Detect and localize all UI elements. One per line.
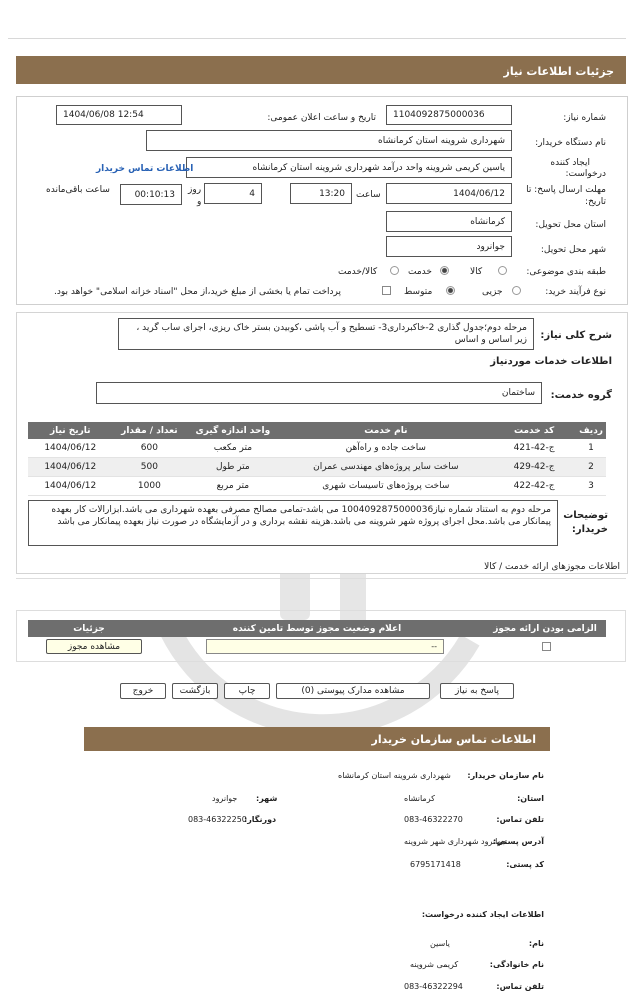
category-radio-goods[interactable] (498, 266, 507, 275)
permits-table (28, 620, 606, 637)
cell-name: ساخت سایر پروژه‌های مهندسی عمران (280, 458, 493, 477)
creator-info-title: اطلاعات ایجاد کننده درخواست: (421, 910, 544, 919)
reply-button[interactable]: پاسخ به نیاز (440, 683, 514, 699)
treasury-checkbox[interactable] (382, 286, 391, 295)
cell-date: 1404/06/12 (28, 477, 113, 496)
contact-address-value: جوانرود شهرداری شهر شروینه (404, 837, 507, 846)
cell-code: ج-42-429 (492, 458, 576, 477)
time-remaining-label: ساعت باقی‌مانده (46, 185, 110, 195)
cell-row: 3 (576, 477, 606, 496)
col-name-header: نام خدمت (280, 422, 493, 439)
top-divider (8, 38, 626, 39)
creator-label-2: درخواست: (565, 169, 606, 179)
contact-province-value: کرمانشاه (404, 794, 435, 803)
col-row-header: ردیف (576, 422, 606, 439)
creator-family-label: نام خانوادگی: (489, 960, 544, 969)
table-row (28, 458, 606, 477)
permits-title: اطلاعات مجوزهای ارائه خدمت / کالا (484, 562, 620, 572)
category-label: طبقه بندی موضوعی: (526, 267, 606, 277)
service-group-field: ساختمان (96, 382, 542, 404)
contact-fax-label: دورنگار: (244, 815, 277, 824)
purchase-type-label: نوع فرآیند خرید: (545, 287, 606, 297)
days-remaining-field: 4 (204, 183, 262, 204)
category-option-both: کالا/خدمت (338, 267, 378, 277)
contact-phone-label: تلفن تماس: (496, 815, 544, 824)
col-unit-header: واحد اندازه گیری (186, 422, 279, 439)
purchase-radio-medium[interactable] (446, 286, 455, 295)
contact-title: اطلاعات تماس سازمان خریدار (371, 733, 536, 746)
cell-row: 1 (576, 439, 606, 458)
permits-divider (16, 578, 626, 579)
buyer-notes-label-1: توضیحات (563, 510, 608, 521)
contact-phone-value: 083-46322270 (404, 815, 463, 824)
city-label: شهر محل تحویل: (540, 245, 606, 255)
creator-name-value: یاسین (430, 939, 450, 948)
buyer-notes-field: مرحله دوم به استناد شماره نیاز1004092875000036 می باشد-تمامی مصالح مصرفی بعهده شهرداری می باشد.ابزارالات کار بعهده پیمانکار می باشد.محل اجرای پروژه شهر شروینه می باشد.هزینه نقشه برداری و در آزمایشگاه در صورت نیاز بعهده پیمانکار می باشد (28, 500, 558, 546)
deadline-label-2: تاریخ: (585, 197, 606, 207)
services-title: اطلاعات خدمات موردنیاز (490, 356, 612, 367)
contact-city-value: جوانرود (212, 794, 238, 803)
category-option-service: خدمت (408, 267, 432, 277)
service-group-label: گروه خدمت: (550, 390, 612, 401)
creator-label-1: ایجاد کننده (550, 158, 590, 168)
contact-org-label: نام سازمان خریدار: (467, 771, 544, 780)
province-field: کرمانشاه (386, 211, 512, 232)
col-date-header: تاریخ نیاز (28, 422, 113, 439)
back-button[interactable]: بازگشت (172, 683, 218, 699)
cell-row: 2 (576, 458, 606, 477)
category-radio-service[interactable] (440, 266, 449, 275)
announce-field: 1404/06/08 12:54 (56, 105, 182, 125)
category-radio-both[interactable] (390, 266, 399, 275)
buyer-org-field: شهرداری شروینه استان کرمانشاه (146, 130, 512, 151)
need-number-field: 1104092875000036 (386, 105, 512, 125)
cell-name: ساخت پروژه‌های تاسیسات شهری (280, 477, 493, 496)
cell-qty: 600 (113, 439, 187, 458)
table-row (28, 477, 606, 496)
days-label: روز (188, 185, 202, 195)
contact-address-label: آدرس پستی: (493, 837, 544, 846)
deadline-time-label: ساعت (356, 190, 381, 200)
and-label: و (197, 197, 202, 207)
page-header (16, 56, 626, 84)
cell-code: ج-42-421 (492, 439, 576, 458)
contact-postal-value: 6795171418 (410, 860, 461, 869)
services-table (28, 422, 606, 496)
description-label: شرح کلی نیاز: (540, 330, 612, 341)
creator-name-label: نام: (528, 939, 544, 948)
permit-status-header: اعلام وضعیت مجوز توسط تامین کننده (150, 620, 484, 637)
city-field: جوانرود (386, 236, 512, 257)
announce-label: تاریخ و ساعت اعلان عمومی: (267, 113, 376, 123)
cell-unit: متر مکعب (186, 439, 279, 458)
contact-city-label: شهر: (256, 794, 278, 803)
cell-code: ج-42-422 (492, 477, 576, 496)
permit-required-checkbox (542, 642, 551, 651)
creator-phone-value: 083-46322294 (404, 982, 463, 991)
page-title: جزئیات اطلاعات نیاز (503, 65, 614, 78)
buyer-notes-label-2: خریدار: (571, 524, 608, 535)
contact-fax-value: 083-46322250 (188, 815, 247, 824)
treasury-note: پرداخت تمام یا بخشی از مبلغ خرید،از محل "اسناد خزانه اسلامی" خواهد بود. (54, 287, 342, 297)
need-number-label: شماره نیاز: (563, 113, 606, 123)
cell-qty: 500 (113, 458, 187, 477)
cell-date: 1404/06/12 (28, 458, 113, 477)
contact-org-value: شهرداری شروینه استان کرمانشاه (338, 771, 451, 780)
contact-header (84, 727, 550, 751)
permit-details-header: جزئیات (28, 620, 150, 637)
creator-family-value: کریمی شروینه (410, 960, 459, 969)
time-remaining-field: 00:10:13 (120, 184, 182, 205)
cell-name: ساخت جاده و راه‌آهن (280, 439, 493, 458)
creator-field: یاسین کریمی شروینه واحد درآمد شهرداری شروینه استان کرمانشاه (186, 157, 512, 178)
cell-date: 1404/06/12 (28, 439, 113, 458)
col-qty-header: تعداد / مقدار (113, 422, 187, 439)
cell-qty: 1000 (113, 477, 187, 496)
permit-status-field: -- (206, 639, 444, 654)
category-option-goods: کالا (470, 267, 483, 277)
purchase-radio-minor[interactable] (512, 286, 521, 295)
purchase-option-minor: جزیی (482, 287, 503, 297)
col-code-header: کد خدمت (492, 422, 576, 439)
view-permit-button[interactable]: مشاهده مجوز (46, 639, 142, 654)
creator-phone-label: تلفن تماس: (496, 982, 544, 991)
permit-required-header: الزامی بودن ارائه مجوز (484, 620, 606, 637)
contact-province-label: استان: (517, 794, 544, 803)
view-attachments-button[interactable]: مشاهده مدارک پیوستی (0) (276, 683, 430, 699)
cell-unit: متر طول (186, 458, 279, 477)
deadline-label-1: مهلت ارسال پاسخ: تا (526, 185, 606, 195)
exit-button[interactable]: خروج (120, 683, 166, 699)
print-button[interactable]: چاپ (224, 683, 270, 699)
table-row (28, 439, 606, 458)
deadline-time-field: 13:20 (290, 183, 352, 204)
description-field: مرحله دوم؛جدول گذاری 2-خاکبرداری3- تسطیح و آب پاشی ،کوبیدن بستر خاک ریزی، اجرای ساب گرید ، زیر اساس و اساس (118, 318, 534, 350)
contact-postal-label: کد پستی: (506, 860, 544, 869)
purchase-option-medium: متوسط (404, 287, 433, 297)
cell-unit: متر مربع (186, 477, 279, 496)
deadline-date-field: 1404/06/12 (386, 183, 512, 204)
province-label: استان محل تحویل: (535, 220, 606, 230)
buyer-contact-link[interactable]: اطلاعات تماس خریدار (96, 164, 194, 174)
buyer-org-label: نام دستگاه خریدار: (535, 138, 606, 148)
